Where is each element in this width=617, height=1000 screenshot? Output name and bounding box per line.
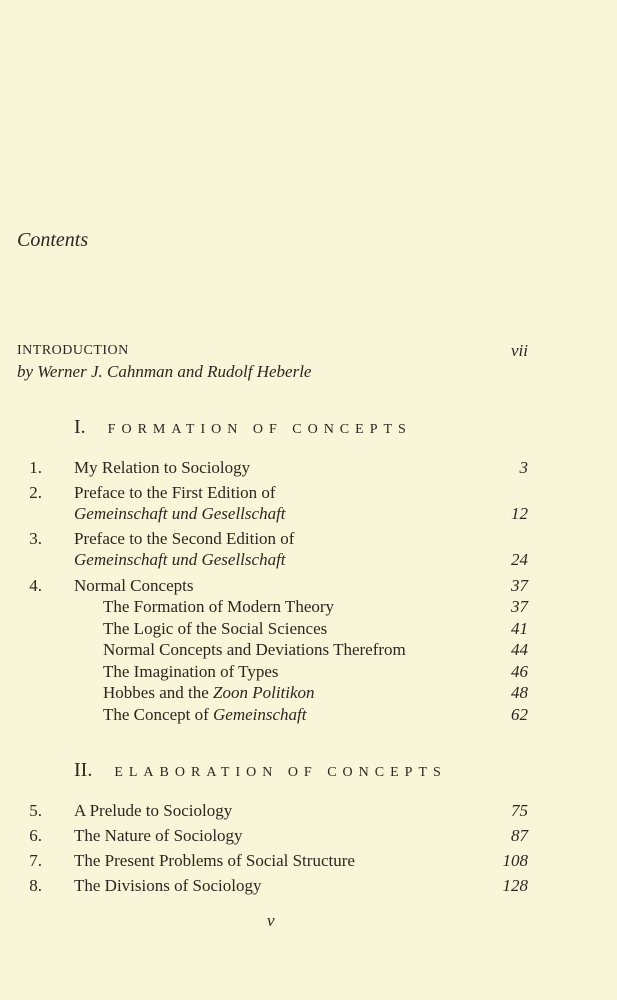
subentry-page: 48 bbox=[511, 683, 528, 702]
entry-page: 75 bbox=[511, 801, 528, 820]
entry-number: 5. bbox=[29, 801, 42, 820]
entry-page: 24 bbox=[511, 550, 528, 569]
part-1-title: FORMATION OF CONCEPTS bbox=[107, 422, 412, 437]
part-2-numeral: II. bbox=[74, 759, 93, 781]
page-number: v bbox=[267, 911, 275, 930]
subentry-page: 46 bbox=[511, 662, 528, 681]
part-2-heading bbox=[74, 759, 447, 782]
part-1-numeral: I. bbox=[74, 416, 86, 438]
entry-title: Preface to the Second Edition of bbox=[74, 529, 295, 548]
subentry-title bbox=[103, 705, 306, 725]
part-1-heading bbox=[74, 416, 412, 439]
subentry-page: 37 bbox=[511, 597, 528, 616]
subentry-title-roman: Hobbes and the bbox=[103, 683, 214, 702]
entry-page: 87 bbox=[511, 826, 528, 845]
entry-title: The Divisions of Sociology bbox=[74, 876, 262, 895]
subentry-page: 41 bbox=[511, 619, 528, 638]
subentry-page: 62 bbox=[511, 705, 528, 724]
entry-title: Preface to the First Edition of bbox=[74, 483, 276, 502]
entry-title-continued: Gemeinschaft und Gesellschaft bbox=[74, 550, 286, 569]
entry-number: 6. bbox=[29, 826, 42, 845]
page-title: Contents bbox=[17, 229, 89, 251]
subentry-title: The Logic of the Social Sciences bbox=[103, 619, 328, 638]
entry-page: 128 bbox=[502, 876, 528, 895]
subentry-title-italic: Gemeinschaft bbox=[213, 705, 307, 724]
entry-number: 8. bbox=[29, 876, 42, 895]
entry-title: The Nature of Sociology bbox=[74, 826, 243, 845]
subentry-title-roman: The Concept of bbox=[103, 705, 213, 724]
entry-number: 3. bbox=[29, 529, 42, 548]
entry-number: 4. bbox=[29, 576, 42, 595]
entry-page: 108 bbox=[502, 851, 528, 870]
entry-number: 2. bbox=[29, 483, 42, 502]
entry-title-continued: Gemeinschaft und Gesellschaft bbox=[74, 504, 286, 523]
entry-title: A Prelude to Sociology bbox=[74, 801, 233, 820]
entry-page: 37 bbox=[511, 576, 528, 595]
introduction-label: INTRODUCTION bbox=[17, 343, 129, 358]
entry-title: Normal Concepts bbox=[74, 576, 194, 595]
entry-page: 3 bbox=[519, 458, 528, 477]
subentry-page: 44 bbox=[511, 640, 528, 659]
introduction-page: vii bbox=[511, 341, 528, 360]
entry-number: 7. bbox=[29, 851, 42, 870]
entry-number: 1. bbox=[29, 458, 42, 477]
subentry-title: The Imagination of Types bbox=[103, 662, 279, 681]
introduction-authors: by Werner J. Cahnman and Rudolf Heberle bbox=[17, 362, 312, 381]
subentry-title-italic: Zoon Politikon bbox=[213, 683, 315, 702]
entry-title: The Present Problems of Social Structure bbox=[74, 851, 355, 870]
entry-page: 12 bbox=[511, 504, 528, 523]
subentry-title: The Formation of Modern Theory bbox=[103, 597, 335, 616]
entry-title: My Relation to Sociology bbox=[74, 458, 251, 477]
subentry-title bbox=[103, 683, 315, 703]
part-2-title: ELABORATION OF CONCEPTS bbox=[114, 765, 447, 780]
subentry-title: Normal Concepts and Deviations Therefrom bbox=[103, 640, 406, 659]
